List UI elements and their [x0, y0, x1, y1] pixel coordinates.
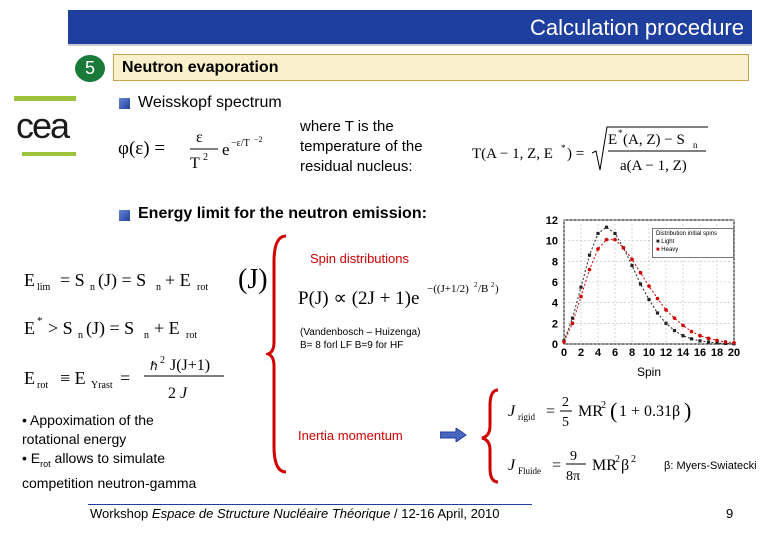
- note-text-3: allows to simulate: [50, 450, 166, 466]
- temperature-note: [300, 117, 423, 177]
- svg-text:*: *: [37, 315, 43, 327]
- svg-text:rot: rot: [37, 380, 49, 391]
- footer-date: / 12-16 April, 2010: [390, 506, 500, 521]
- data-point-light: [656, 311, 659, 314]
- data-point-heavy: [681, 324, 685, 328]
- svg-text:a(A − 1, Z): a(A − 1, Z): [620, 158, 687, 174]
- beta-note: β: Myers-Swiatecki: [664, 460, 757, 472]
- page-number: 9: [726, 506, 734, 521]
- data-point-heavy: [639, 271, 643, 275]
- x-tick-label: 16: [693, 347, 707, 359]
- data-point-heavy: [698, 334, 702, 338]
- data-point-light: [588, 254, 591, 257]
- svg-text:lim: lim: [37, 282, 51, 293]
- svg-text:E: E: [24, 368, 35, 388]
- data-point-heavy: [579, 295, 583, 299]
- svg-text:1 + 0.31β: 1 + 0.31β: [619, 403, 681, 420]
- data-point-heavy: [605, 238, 609, 242]
- spin-distribution-formula: [296, 272, 530, 316]
- cea-logo-icon: [8, 92, 80, 162]
- chart-legend: [652, 228, 734, 258]
- data-point-light: [596, 232, 599, 235]
- svg-text:MR: MR: [592, 457, 617, 474]
- svg-text:e: e: [222, 140, 230, 159]
- y-tick-label: 6: [551, 277, 558, 289]
- spin-distribution-label: Spin distributions: [310, 251, 409, 266]
- svg-text:2: 2: [615, 454, 620, 465]
- data-point-heavy: [724, 340, 728, 344]
- svg-text:φ(ε) =: φ(ε) =: [118, 138, 166, 159]
- data-point-heavy: [622, 246, 626, 250]
- section-title: Neutron evaporation: [122, 59, 279, 76]
- svg-text:= S: = S: [60, 270, 85, 290]
- y-tick-label: 0: [551, 339, 558, 351]
- svg-text:E: E: [24, 318, 35, 338]
- temperature-note-line-1: where T is the: [300, 118, 394, 135]
- svg-text:2: 2: [160, 355, 165, 366]
- data-point-light: [673, 329, 676, 332]
- grouping-brace: [266, 232, 290, 476]
- svg-text:n: n: [90, 282, 95, 293]
- svg-text:*: *: [561, 143, 566, 153]
- spin-b-values: B= 8 forl LF B=9 for HF: [300, 340, 404, 351]
- logo-text: cea: [16, 105, 69, 146]
- data-point-heavy: [690, 330, 694, 334]
- svg-text:Yrast: Yrast: [91, 380, 113, 391]
- svg-text:=: =: [552, 457, 562, 474]
- data-point-light: [690, 337, 693, 340]
- svg-text:/B: /B: [478, 283, 489, 295]
- svg-text:2: 2: [203, 152, 208, 163]
- weisskopf-formula: [114, 124, 284, 174]
- bullet-square-icon: [119, 210, 130, 221]
- section-number-badge: 5: [75, 55, 105, 82]
- svg-text:T: T: [190, 155, 200, 172]
- svg-text:2: 2: [168, 385, 176, 402]
- x-tick-label: 10: [642, 347, 656, 359]
- data-point-light: [613, 232, 616, 235]
- svg-text:) =: ) =: [567, 146, 585, 162]
- data-point-heavy: [596, 247, 600, 251]
- svg-text:rot: rot: [197, 282, 209, 293]
- data-point-heavy: [732, 341, 736, 345]
- legend-title: Distribution initial spins: [656, 231, 718, 237]
- data-point-heavy: [613, 238, 617, 242]
- svg-text:E: E: [608, 132, 618, 148]
- data-point-heavy: [562, 340, 566, 344]
- svg-text:ε: ε: [196, 129, 203, 146]
- svg-text:+ E: + E: [165, 270, 191, 290]
- svg-text:E: E: [24, 270, 35, 290]
- x-tick-label: 18: [710, 347, 724, 359]
- x-tick-label: 12: [659, 347, 673, 359]
- y-tick-label: 2: [551, 318, 558, 331]
- svg-text:β: β: [621, 457, 630, 474]
- svg-text:n: n: [156, 282, 161, 293]
- note-line-2: rotational energy: [22, 431, 127, 447]
- temperature-formula: [468, 124, 718, 178]
- svg-text:> S: > S: [48, 318, 73, 338]
- data-point-light: [647, 298, 650, 301]
- svg-text:8π: 8π: [566, 469, 581, 484]
- footer-prefix: Workshop: [90, 506, 152, 521]
- svg-text:=: =: [546, 403, 556, 420]
- svg-text:J: J: [180, 385, 188, 402]
- footer-citation: [90, 506, 500, 521]
- bullet-square-icon: [119, 98, 130, 109]
- x-tick-label: 14: [676, 347, 690, 359]
- weisskopf-heading: Weisskopf spectrum: [138, 94, 282, 111]
- svg-text:J: J: [508, 403, 516, 420]
- svg-text:Fluide: Fluide: [518, 466, 542, 476]
- data-point-light: [698, 339, 701, 342]
- note-line-3: • $E_{rot}$ allows to simulate: [22, 450, 166, 469]
- legend-entry-heavy: ■ Heavy: [656, 247, 679, 253]
- data-point-light: [579, 286, 582, 289]
- note-line-1: • Appoximation of the: [22, 412, 154, 428]
- temperature-note-line-2: temperature of the: [300, 138, 423, 155]
- svg-text:2: 2: [491, 281, 495, 289]
- data-point-heavy: [588, 268, 592, 272]
- svg-text:(J) = S: (J) = S: [98, 270, 147, 290]
- svg-text:≡ E: ≡ E: [60, 368, 86, 388]
- svg-text:ℏ: ℏ: [150, 359, 158, 373]
- svg-text:(A, Z) − S: (A, Z) − S: [623, 132, 685, 148]
- svg-text:(J): (J): [238, 264, 268, 295]
- svg-text:P(J) ∝ (2J + 1)e: P(J) ∝ (2J + 1)e: [298, 288, 420, 309]
- data-point-light: [605, 226, 608, 229]
- svg-text:2: 2: [631, 454, 636, 465]
- energy-limit-formulas: [20, 258, 270, 408]
- note-line-4: competition neutron-gamma: [22, 474, 197, 491]
- svg-text:2: 2: [474, 281, 478, 289]
- svg-text:): ): [684, 398, 692, 423]
- svg-text:−ε/T: −ε/T: [231, 138, 250, 149]
- note-text-1: Appoximation of the: [30, 412, 154, 428]
- temperature-note-line-3: residual nucleus:: [300, 158, 413, 175]
- data-point-heavy: [715, 339, 719, 343]
- svg-text:(: (: [610, 398, 618, 423]
- energy-limit-heading: Energy limit for the neutron emission:: [138, 205, 427, 222]
- svg-text:J: J: [508, 457, 516, 474]
- svg-text:J(J+1): J(J+1): [170, 357, 211, 374]
- svg-text:T(A − 1, Z, E: T(A − 1, Z, E: [472, 146, 553, 162]
- x-tick-label: 4: [594, 347, 602, 359]
- x-tick-label: 0: [560, 347, 568, 359]
- arrow-right-icon: [440, 428, 468, 442]
- svg-text:9: 9: [570, 449, 577, 464]
- x-tick-label: 2: [577, 347, 585, 359]
- y-tick-label: 10: [545, 235, 558, 248]
- y-tick-label: 4: [551, 297, 558, 310]
- data-point-light: [707, 340, 710, 343]
- svg-text:n: n: [144, 330, 149, 341]
- spin-reference: [300, 326, 420, 352]
- svg-text:−2: −2: [254, 135, 263, 144]
- data-point-heavy: [664, 308, 668, 312]
- spin-reference-authors: (Vandenbosch – Huizenga): [300, 327, 421, 338]
- svg-text:rigid: rigid: [518, 412, 535, 422]
- title-underline: [68, 44, 752, 46]
- y-tick-label: 12: [545, 215, 558, 227]
- data-point-light: [630, 264, 633, 267]
- data-point-heavy: [656, 297, 660, 301]
- x-axis-label: Spin: [636, 365, 662, 379]
- note-erot-sub: rot: [40, 458, 51, 469]
- data-point-heavy: [630, 257, 634, 261]
- x-tick-label: 8: [628, 347, 636, 359]
- data-point-light: [664, 322, 667, 325]
- data-point-heavy: [673, 316, 677, 320]
- svg-text:(J) = S: (J) = S: [86, 318, 135, 338]
- data-point-heavy: [707, 337, 711, 341]
- svg-text:=: =: [120, 368, 131, 388]
- data-point-light: [639, 282, 642, 285]
- slide-title: Calculation procedure: [529, 15, 744, 40]
- data-point-heavy: [571, 322, 575, 326]
- data-point-light: [681, 334, 684, 337]
- svg-text:2: 2: [601, 400, 606, 411]
- data-point-heavy: [647, 284, 651, 288]
- title-bar: [68, 10, 752, 44]
- x-tick-label: 6: [611, 347, 619, 359]
- svg-text:−((J+1/2): −((J+1/2): [427, 283, 469, 295]
- svg-text:n: n: [693, 140, 698, 150]
- note-erot: E: [30, 450, 41, 466]
- svg-text:2: 2: [562, 395, 569, 410]
- legend-label-light: Light: [661, 239, 675, 245]
- inertia-brace: [478, 386, 502, 486]
- rotational-energy-notes: [22, 411, 196, 493]
- svg-text:+ E: + E: [154, 318, 180, 338]
- footer-rule: [88, 504, 532, 505]
- svg-text:*: *: [618, 128, 623, 138]
- section-header: [113, 54, 749, 81]
- svg-text:rot: rot: [186, 330, 198, 341]
- footer-workshop-name: Espace de Structure Nucléaire Théorique: [151, 506, 391, 521]
- svg-text:5: 5: [562, 415, 569, 430]
- inertia-momentum-label: Inertia momentum: [298, 428, 403, 443]
- legend-label-heavy: Heavy: [661, 247, 679, 253]
- legend-entry-light: ■ Light: [656, 239, 675, 245]
- y-tick-label: 8: [551, 256, 558, 269]
- svg-text:): ): [495, 283, 499, 295]
- svg-text:n: n: [78, 330, 83, 341]
- x-tick-label: 20: [727, 347, 741, 359]
- svg-text:MR: MR: [578, 403, 603, 420]
